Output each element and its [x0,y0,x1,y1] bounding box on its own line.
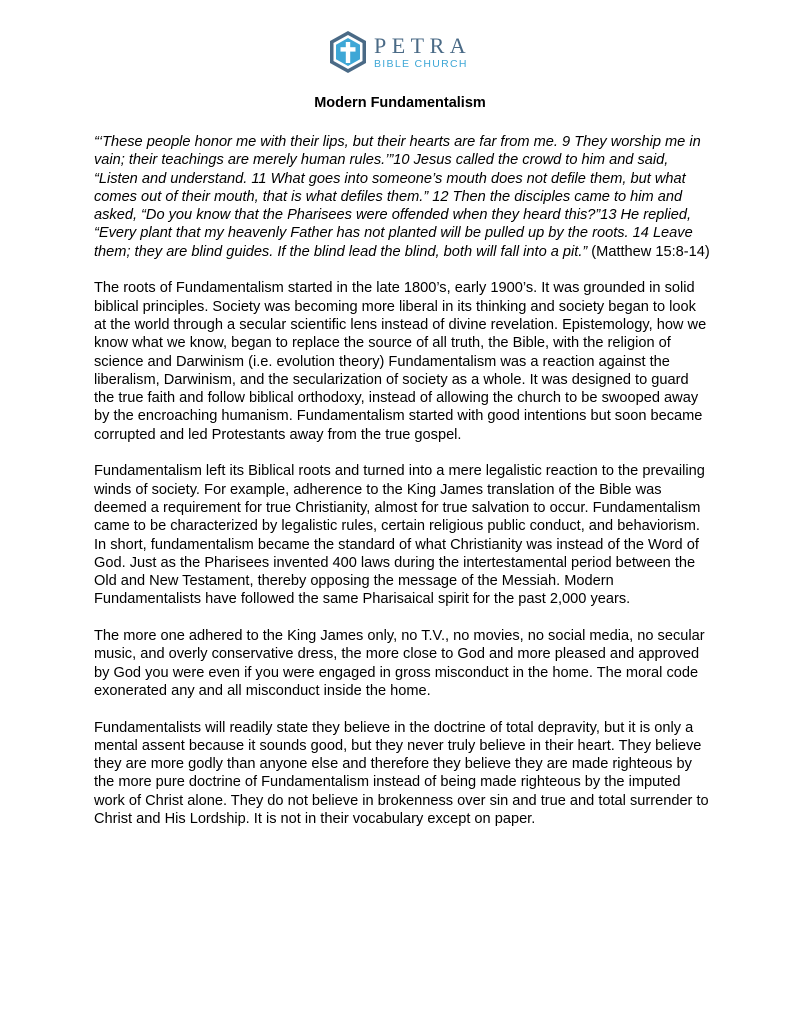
scripture-paragraph [94,133,712,261]
document-body [94,133,712,847]
logo-subtitle: BIBLE CHURCH [374,57,468,70]
body-paragraph-depravity: Fundamentalists will readily state they believe in the doctrine of total depravity, but it is only a mental assent because it sounds good, but they never truly believe in their heart. They believe they are more godly than anyone else and therefore they believe they are made righteous by the more pure doctrine of Fundamentalism instead of being made righteous by the imputed work of Christ alone. They do not believe in brokenness over sin and true and total surrender to Christ and His Lordship. It is not in their vocabulary except on paper. [94,719,709,827]
scripture-reference: (Matthew 15:8-14) [587,243,710,260]
cross-shield-icon [329,30,367,74]
church-logo [329,27,471,77]
document-title: Modern Fundamentalism [314,95,486,111]
scripture-quote: “‘These people honor me with their lips, but their hearts are far from me. 9 They worship me in vain; their teachings are merely human rules.’”10 Jesus called the crowd to him and said, “Listen and understand. 11 What goes into someone’s mouth does not defile them, but what comes out of their mouth, that is what defiles them.” 12 Then the disciples came to him and asked, “Do you know that the Pharisees were offended when they heard this?”13 He replied, “Every plant that my heavenly Father has not planted will be pulled up by the roots. 14 Leave them; they are blind guides. If the blind lead the blind, both will fall into a pit.” [94,134,701,260]
body-paragraph-legalism: Fundamentalism left its Biblical roots and turned into a mere legalistic reaction to the prevailing winds of society. For example, adherence to the King James translation of the Bible was deemed a requirement for true Christianity, almost for true salvation to occur. Fundamentalism came to be characterized by legalistic rules, certain religious public conduct, and behaviorism. In short, fundamentalism became the standard of what Christianity was instead of the Word of God. Just as the Pharisees invented 400 laws during the intertestamental period between the Old and New Testament, thereby opposing the message of the Messiah. Modern Fundamentalists have followed the same Pharisaical spirit for the past 2,000 years. [94,463,705,608]
logo-name: PETRA [374,32,472,58]
body-paragraph-moral-code: The more one adhered to the King James only, no T.V., no movies, no social media, no secular music, and overly conservative dress, the more close to God and more pleased and approved by God you were even if you were engaged in gross misconduct in the home. The moral code exonerated any and all misconduct inside the home. [94,628,705,699]
body-paragraph-roots: The roots of Fundamentalism started in the late 1800’s, early 1900’s. It was grounded in solid biblical principles. Society was becoming more liberal in its thinking and society began to look at the world through a secular scientific lens instead of divine revelation. Epistemology, how we know what we know, began to replace the source of all truth, the Bible, with the religion of science and Darwinism (i.e. evolution theory) Fundamentalism was a reaction against the liberalism, Darwinism, and the secularization of society as a whole. It was designed to guard the true faith and follow biblical orthodoxy, instead of allowing the church to be swooped away by the encroaching humanism. Fundamentalism started with good intentions but soon became corrupted and led Protestants away from the true gospel. [94,280,707,443]
